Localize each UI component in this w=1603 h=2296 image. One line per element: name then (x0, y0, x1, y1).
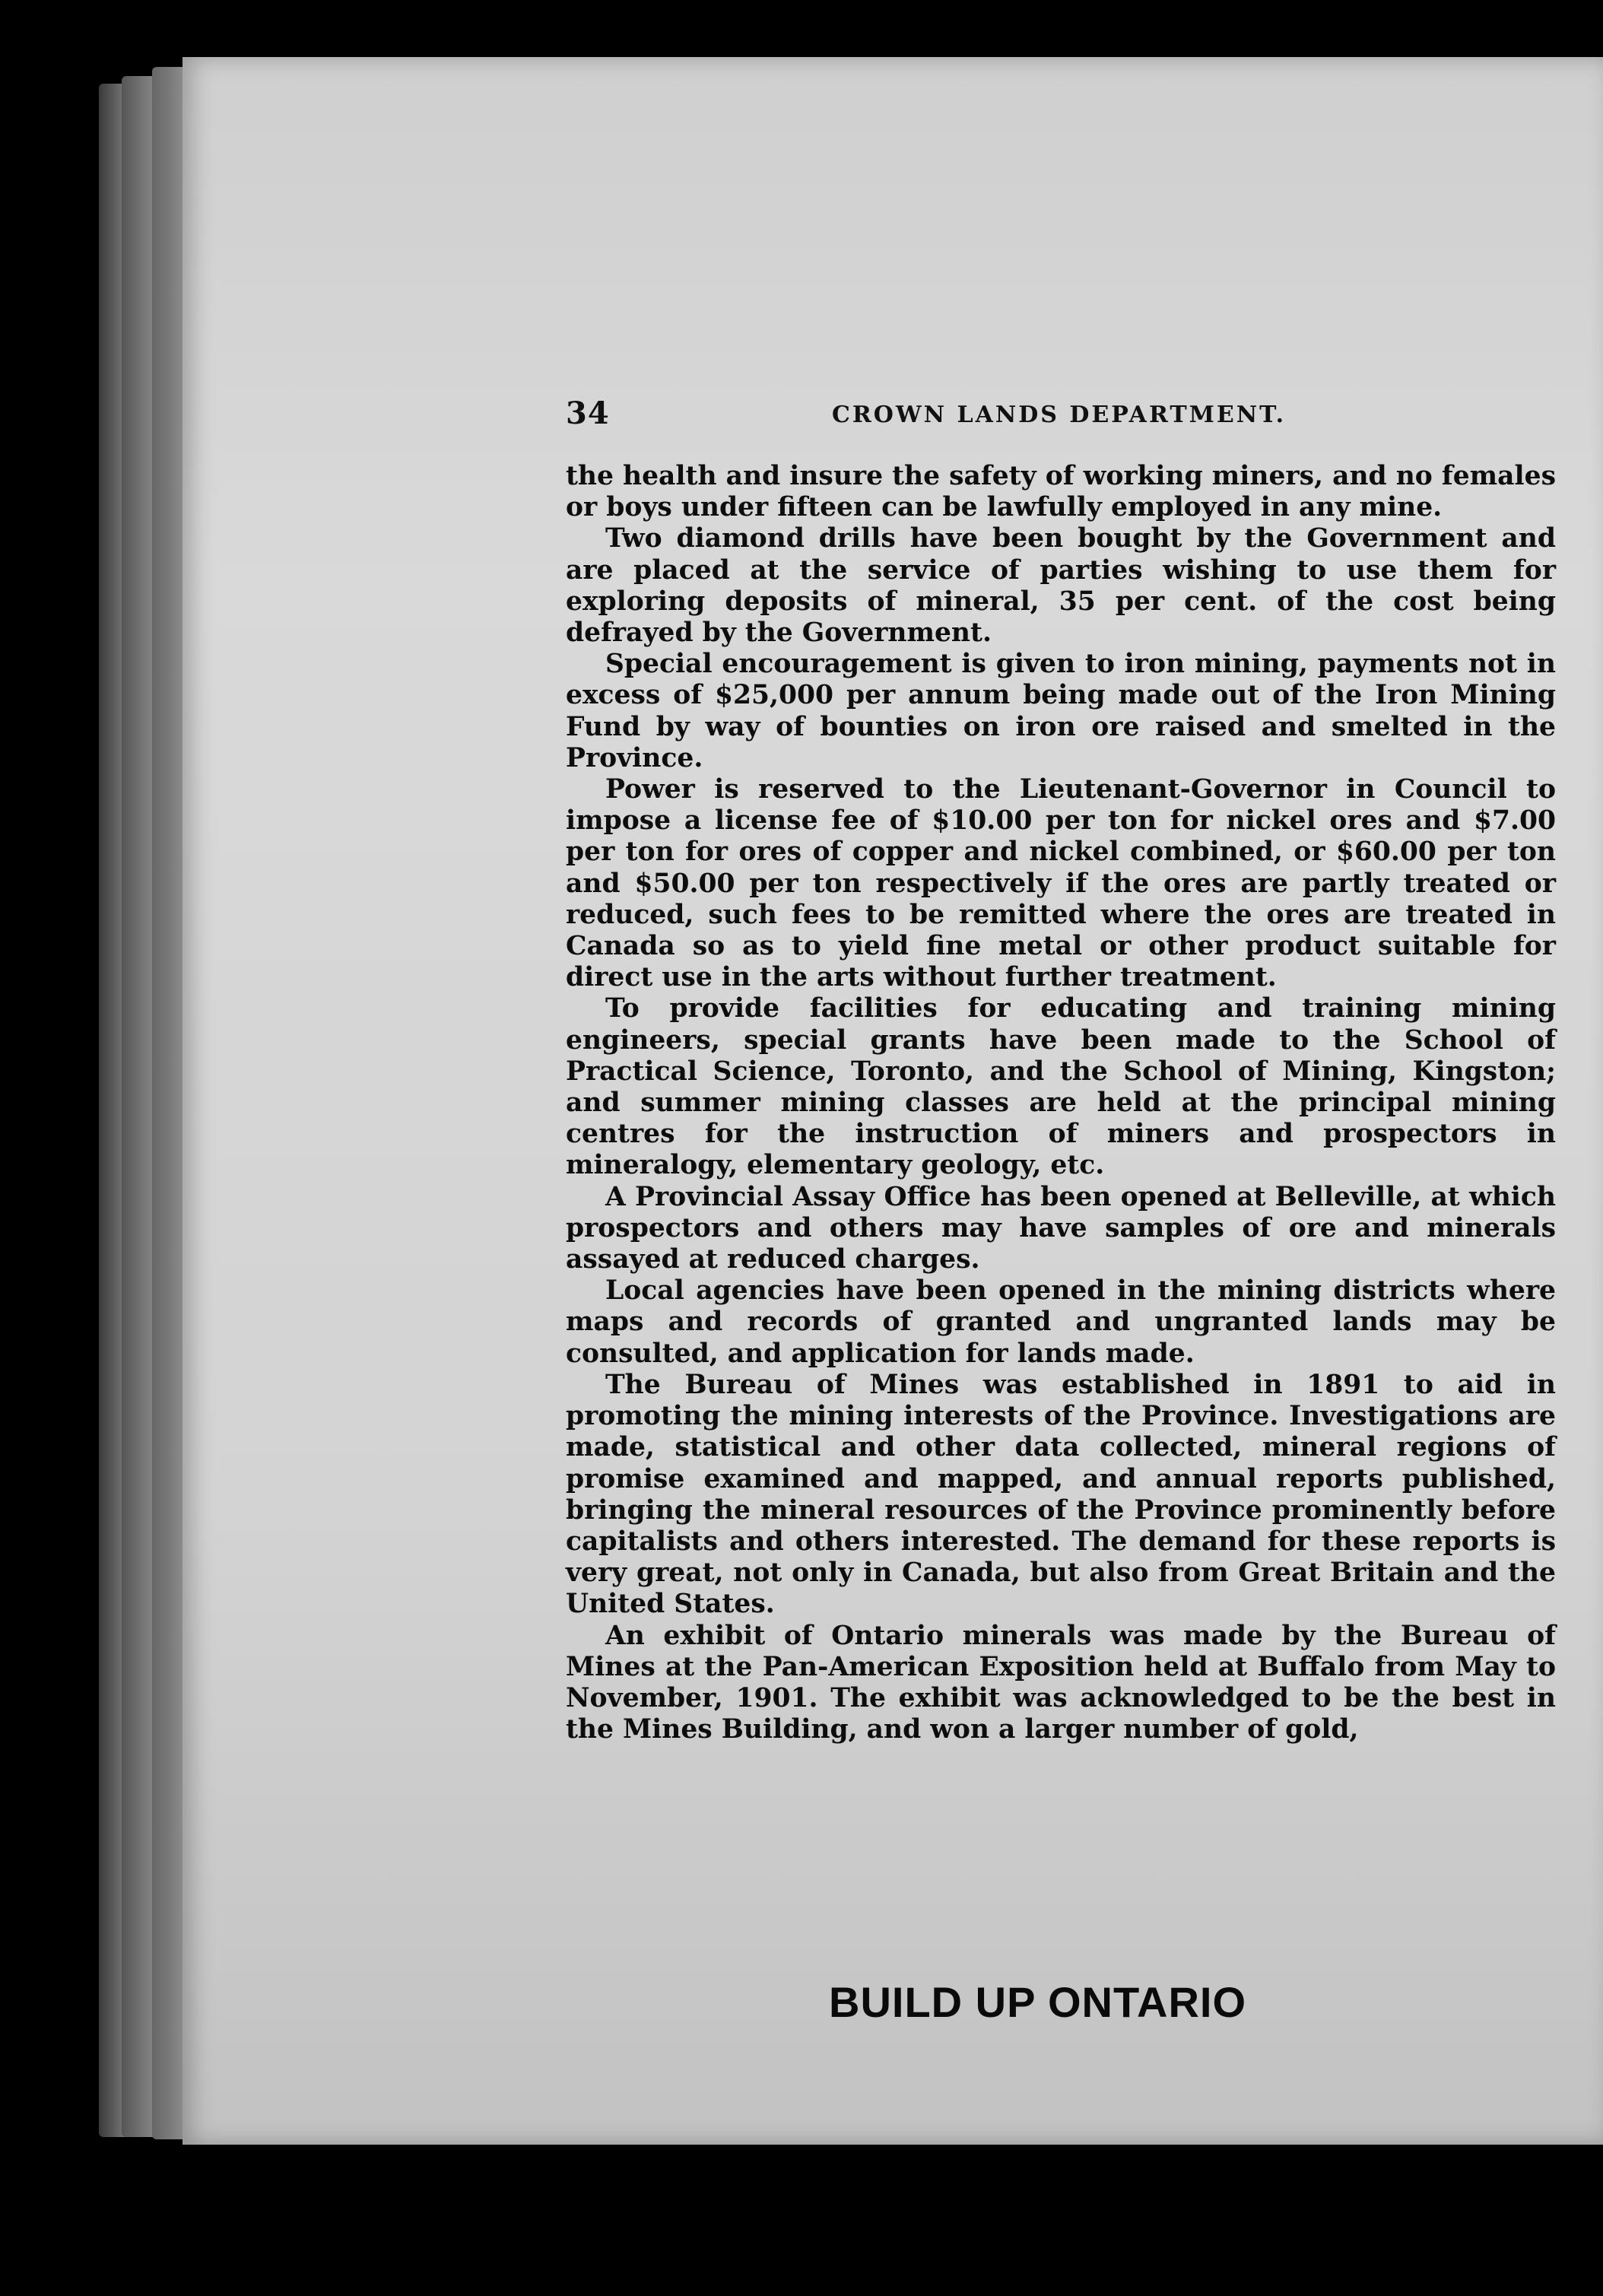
running-title: CROWN LANDS DEPARTMENT. (832, 402, 1287, 428)
paragraph: The Bureau of Mines was established in 1891 to aid in promoting the mining interests of the Province. Investigations are made, statistical and other data collected, mineral regions of promise examined and mapped, and annual reports published, bringing the mineral resources of the Province prominently before capitalists and others interested. The demand for these reports is very great, not only in Canada, but also from Great Britain and the United States. (566, 1369, 1556, 1620)
paragraph: Local agencies have been opened in the mining districts where maps and records of granted and ungranted lands may be consulted, and application for lands made. (566, 1275, 1556, 1369)
paragraph: A Provincial Assay Office has been opened at Belleville, at which prospectors and others may have samples of ore and minerals assayed at reduced charges. (566, 1181, 1556, 1275)
page-header (566, 395, 1562, 441)
paragraph: An exhibit of Ontario minerals was made by the Bureau of Mines at the Pan-American Exposition held at Buffalo from May to November, 1901. The exhibit was acknowledged to be the best in the Mines Building, and won a larger number of gold, (566, 1620, 1556, 1745)
paragraph: the health and insure the safety of working miners, and no females or boys under fifteen can be lawfully employed in any mine. (566, 461, 1556, 523)
footer-slogan: BUILD UP ONTARIO (829, 1978, 1247, 2026)
scan-border (91, 2145, 1603, 2296)
page-number: 34 (566, 395, 610, 431)
paragraph: To provide facilities for educating and training mining engineers, special grants have been made to the School of Practical Science, Toronto, and the School of Mining, Kingston; and summer mining classes are held at the principal mining centres for the instruction of miners and prospectors in mineralogy, elementary geology, etc. (566, 993, 1556, 1181)
paragraph: Special encouragement is given to iron mining, payments not in excess of $25,000 per annum being made out of the Iron Mining Fund by way of bounties on iron ore raised and smelted in the Province. (566, 649, 1556, 773)
body-text (566, 461, 1556, 1745)
paragraph: Power is reserved to the Lieutenant-Governor in Council to impose a license fee of $10.00 per ton for nickel ores and $7.00 per ton for ores of copper and nickel combined, or $60.00 per ton and $50.00 per ton respectively if the ores are partly treated or reduced, such fees to be remitted where the ores are treated in Canada so as to yield fine metal or other product suitable for direct use in the arts without further treatment. (566, 774, 1556, 993)
paragraph: Two diamond drills have been bought by the Government and are placed at the service of parties wishing to use them for exploring deposits of mineral, 35 per cent. of the cost being defrayed by the Government. (566, 523, 1556, 649)
